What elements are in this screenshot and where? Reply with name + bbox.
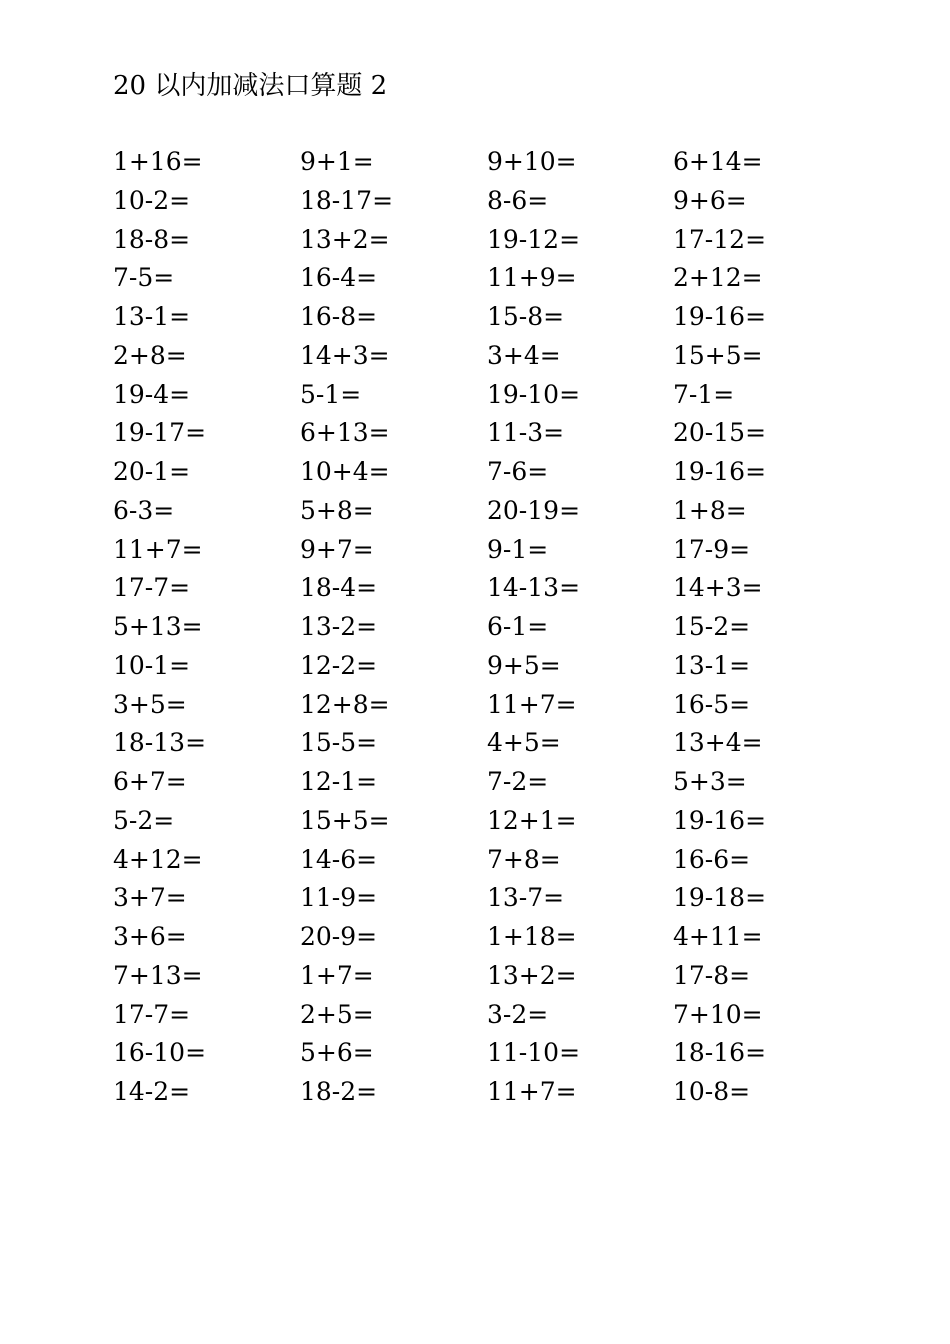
math-problem: 19-10= [487, 379, 581, 409]
math-problem: 10+4= [300, 457, 390, 486]
math-problem: 15-2= [673, 612, 751, 641]
math-problem: 10-2= [113, 185, 191, 215]
math-problem: 17-7= [113, 573, 191, 603]
math-problem: 7+13= [113, 960, 203, 990]
math-problem: 16-5= [673, 689, 751, 719]
math-problem: 1+8= [673, 495, 747, 525]
math-problem: 19-16= [673, 805, 767, 835]
math-problem: 11+7= [487, 1077, 577, 1106]
math-problem: 1+7= [300, 960, 374, 990]
math-problem: 11+9= [487, 263, 577, 293]
math-problem: 9+5= [487, 650, 561, 680]
math-problem: 18-4= [300, 573, 378, 603]
math-problem: 14-13= [487, 573, 581, 603]
math-problem: 20-1= [113, 457, 191, 486]
math-problem: 9-1= [487, 534, 549, 564]
math-problem: 12+1= [487, 805, 577, 835]
math-problem: 5+3= [673, 767, 747, 796]
math-problem: 9+10= [487, 147, 577, 176]
math-problem: 1+18= [487, 922, 577, 951]
math-problem: 4+12= [113, 844, 203, 874]
math-problem: 14-6= [300, 844, 378, 874]
math-problem: 19-17= [113, 418, 207, 448]
math-problem: 5+6= [300, 1038, 374, 1068]
math-problem: 20-19= [487, 495, 581, 525]
math-problem: 2+5= [300, 999, 374, 1029]
math-problem: 16-8= [300, 302, 378, 331]
math-problem: 3+6= [113, 922, 187, 951]
math-problem: 4+5= [487, 728, 561, 758]
math-problem: 16-4= [300, 263, 378, 293]
math-problem: 2+12= [673, 263, 763, 293]
math-problem: 18-16= [673, 1038, 767, 1068]
math-problem: 13+2= [300, 224, 390, 254]
math-problem: 12-1= [300, 767, 378, 796]
math-problem: 7+8= [487, 844, 561, 874]
math-problem: 6-3= [113, 495, 175, 525]
math-problem: 11-10= [487, 1038, 581, 1068]
math-problem: 8-6= [487, 185, 549, 215]
math-problem: 10-8= [673, 1077, 751, 1106]
math-problem: 17-12= [673, 224, 767, 254]
math-problem: 20-9= [300, 922, 378, 951]
math-problem: 19-16= [673, 457, 767, 486]
math-problem: 15-5= [300, 728, 378, 758]
math-problem: 18-17= [300, 185, 394, 215]
math-problem: 7+10= [673, 999, 763, 1029]
math-problem: 19-18= [673, 883, 767, 913]
math-problem: 18-2= [300, 1077, 378, 1106]
math-problem: 9+6= [673, 185, 747, 215]
math-problem: 13-1= [113, 302, 191, 331]
math-problem: 18-13= [113, 728, 207, 758]
math-problem: 11+7= [113, 534, 203, 564]
math-problem: 17-8= [673, 960, 751, 990]
page-title: 20 以内加减法口算题 2 [113, 71, 388, 101]
math-problem: 11-3= [487, 418, 565, 448]
math-problem: 5+13= [113, 612, 203, 641]
math-problem: 11+7= [487, 689, 577, 719]
math-problem: 5-1= [300, 379, 362, 409]
math-problem: 12-2= [300, 650, 378, 680]
math-problem: 13+4= [673, 728, 763, 758]
math-problem: 19-4= [113, 379, 191, 409]
math-problem: 3-2= [487, 999, 549, 1029]
math-problem: 2+8= [113, 340, 187, 370]
math-problem: 9+1= [300, 147, 374, 176]
math-problem: 15+5= [673, 340, 763, 370]
math-problem: 6+7= [113, 767, 187, 796]
math-problem: 3+7= [113, 883, 187, 913]
math-problem: 7-1= [673, 379, 735, 409]
math-problem: 12+8= [300, 689, 390, 719]
math-problem: 19-12= [487, 224, 581, 254]
math-problem: 13-7= [487, 883, 565, 913]
math-problem: 15+5= [300, 805, 390, 835]
math-problem: 14+3= [673, 573, 763, 603]
math-problem: 18-8= [113, 224, 191, 254]
math-problem: 9+7= [300, 534, 374, 564]
math-problem: 13-1= [673, 650, 751, 680]
math-problem: 4+11= [673, 922, 763, 951]
math-problem: 3+4= [487, 340, 561, 370]
math-problem: 6-1= [487, 612, 549, 641]
math-problem: 20-15= [673, 418, 767, 448]
math-problem: 5-2= [113, 805, 175, 835]
math-problem: 13-2= [300, 612, 378, 641]
math-problem: 7-6= [487, 457, 549, 486]
math-problem: 6+13= [300, 418, 390, 448]
math-problem: 10-1= [113, 650, 191, 680]
math-problem: 16-6= [673, 844, 751, 874]
math-problem: 17-7= [113, 999, 191, 1029]
math-problem: 7-5= [113, 263, 175, 293]
math-problem: 15-8= [487, 302, 565, 331]
math-problem: 7-2= [487, 767, 549, 796]
math-problem: 17-9= [673, 534, 751, 564]
math-problem: 1+16= [113, 147, 203, 176]
math-problem: 5+8= [300, 495, 374, 525]
math-problem: 16-10= [113, 1038, 207, 1068]
math-problem: 14-2= [113, 1077, 191, 1106]
math-problem: 19-16= [673, 302, 767, 331]
math-problem: 6+14= [673, 147, 763, 176]
math-problem: 11-9= [300, 883, 378, 913]
math-problem: 3+5= [113, 689, 187, 719]
math-problem: 13+2= [487, 960, 577, 990]
problem-grid [113, 143, 873, 1112]
math-problem: 14+3= [300, 340, 390, 370]
